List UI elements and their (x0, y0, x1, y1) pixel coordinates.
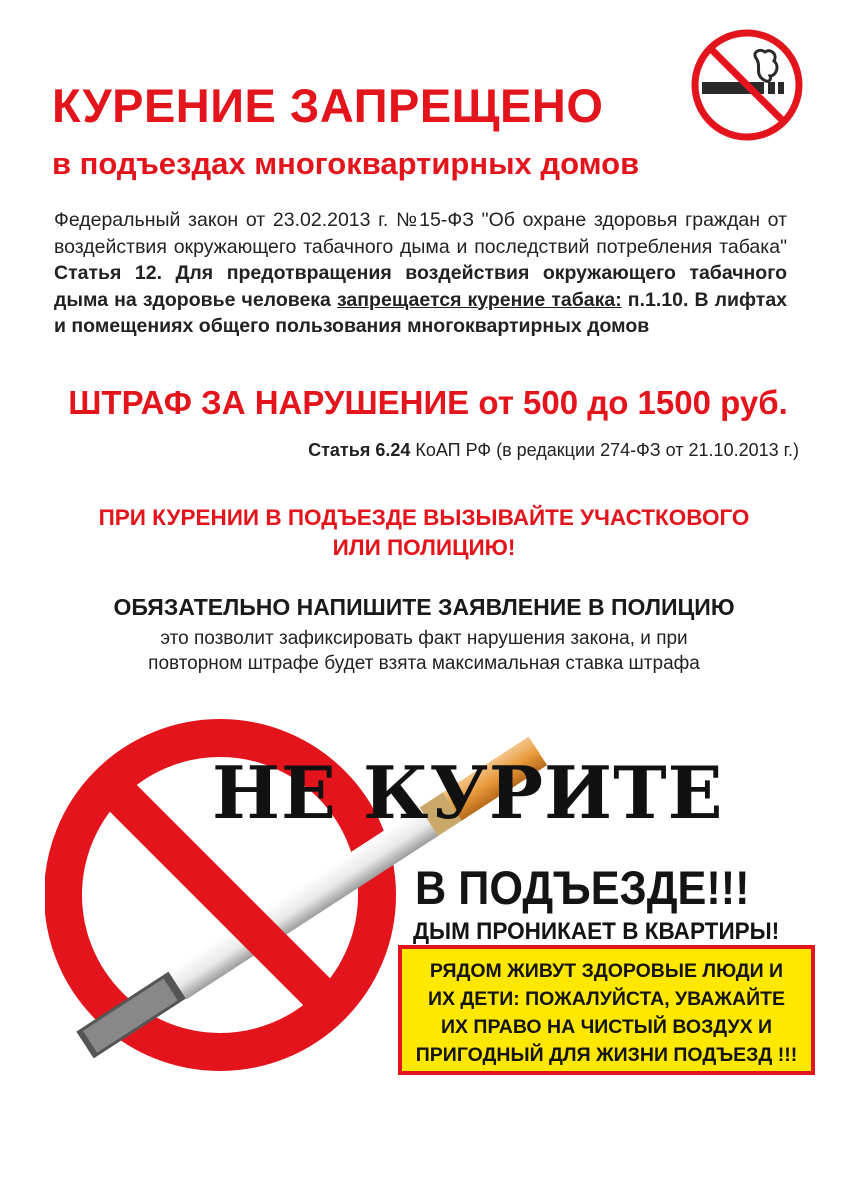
law-article-text: Для предотвращения воздействия окружающего табачного дыма на здоровье человека (54, 262, 787, 311)
call-police-text (60, 503, 788, 563)
fine-heading: ШТРАФ ЗА НАРУШЕНИЕ от 500 до 1500 руб. (68, 384, 788, 421)
call-line-1: ПРИ КУРЕНИИ В ПОДЪЕЗДЕ ВЫЗЫВАЙТЕ УЧАСТКОВОГО (98, 505, 750, 530)
appeal-line: РЯДОМ ЖИВУТ ЗДОРОВЫЕ ЛЮДИ И (429, 960, 784, 982)
fine-article-ref: КоАП РФ (в редакции 274-ФЗ от 21.10.2013 г.) (415, 440, 799, 460)
report-line-2: повторном штрафе будет взята максимальная ставка штрафа (148, 653, 700, 674)
fine-article (0, 440, 799, 461)
fine-article-label: Статья 6.24 (308, 440, 411, 460)
page-title: КУРЕНИЕ ЗАПРЕЩЕНО (52, 79, 604, 132)
report-title: ОБЯЗАТЕЛЬНО НАПИШИТЕ ЗАЯВЛЕНИЕ В ПОЛИЦИЮ (113, 594, 735, 620)
law-article-label: Статья 12. (54, 262, 163, 284)
law-clause: п.1.10. В лифтах и помещениях общего пользования многоквартирных домов (54, 288, 788, 337)
page-subtitle: в подъездах многоквартирных домов (52, 146, 640, 181)
banner-smoke-warning: ДЫМ ПРОНИКАЕТ В КВАРТИРЫ! (413, 918, 780, 945)
law-text (54, 207, 787, 340)
report-line-1: это позволит зафиксировать факт нарушения закона, и при (160, 628, 688, 649)
law-prohibited: запрещается курение табака: (337, 288, 622, 311)
report-text (40, 626, 808, 676)
appeal-line: ИХ ПРАВО НА ЧИСТЫЙ ВОЗДУХ И (440, 1016, 773, 1038)
law-intro: Федеральный закон от 23.02.2013 г. №15-ФЗ "Об охране здоровья граждан от воздействия окружающего табачного дыма и последствий потребления табака" (54, 209, 787, 258)
call-line-2: ИЛИ ПОЛИЦИЮ! (332, 535, 516, 560)
no-smoking-icon (690, 28, 804, 142)
banner-headline: НЕ КУРИТЕ (212, 750, 724, 835)
appeal-box (398, 945, 815, 1075)
appeal-line: ПРИГОДНЫЙ ДЛЯ ЖИЗНИ ПОДЪЕЗД !!! (415, 1044, 798, 1066)
appeal-line: ИХ ДЕТИ: ПОЖАЛУЙСТА, УВАЖАЙТЕ (427, 988, 786, 1010)
no-smoking-banner (45, 700, 825, 1120)
banner-location: В ПОДЪЕЗДЕ!!! (415, 861, 750, 914)
